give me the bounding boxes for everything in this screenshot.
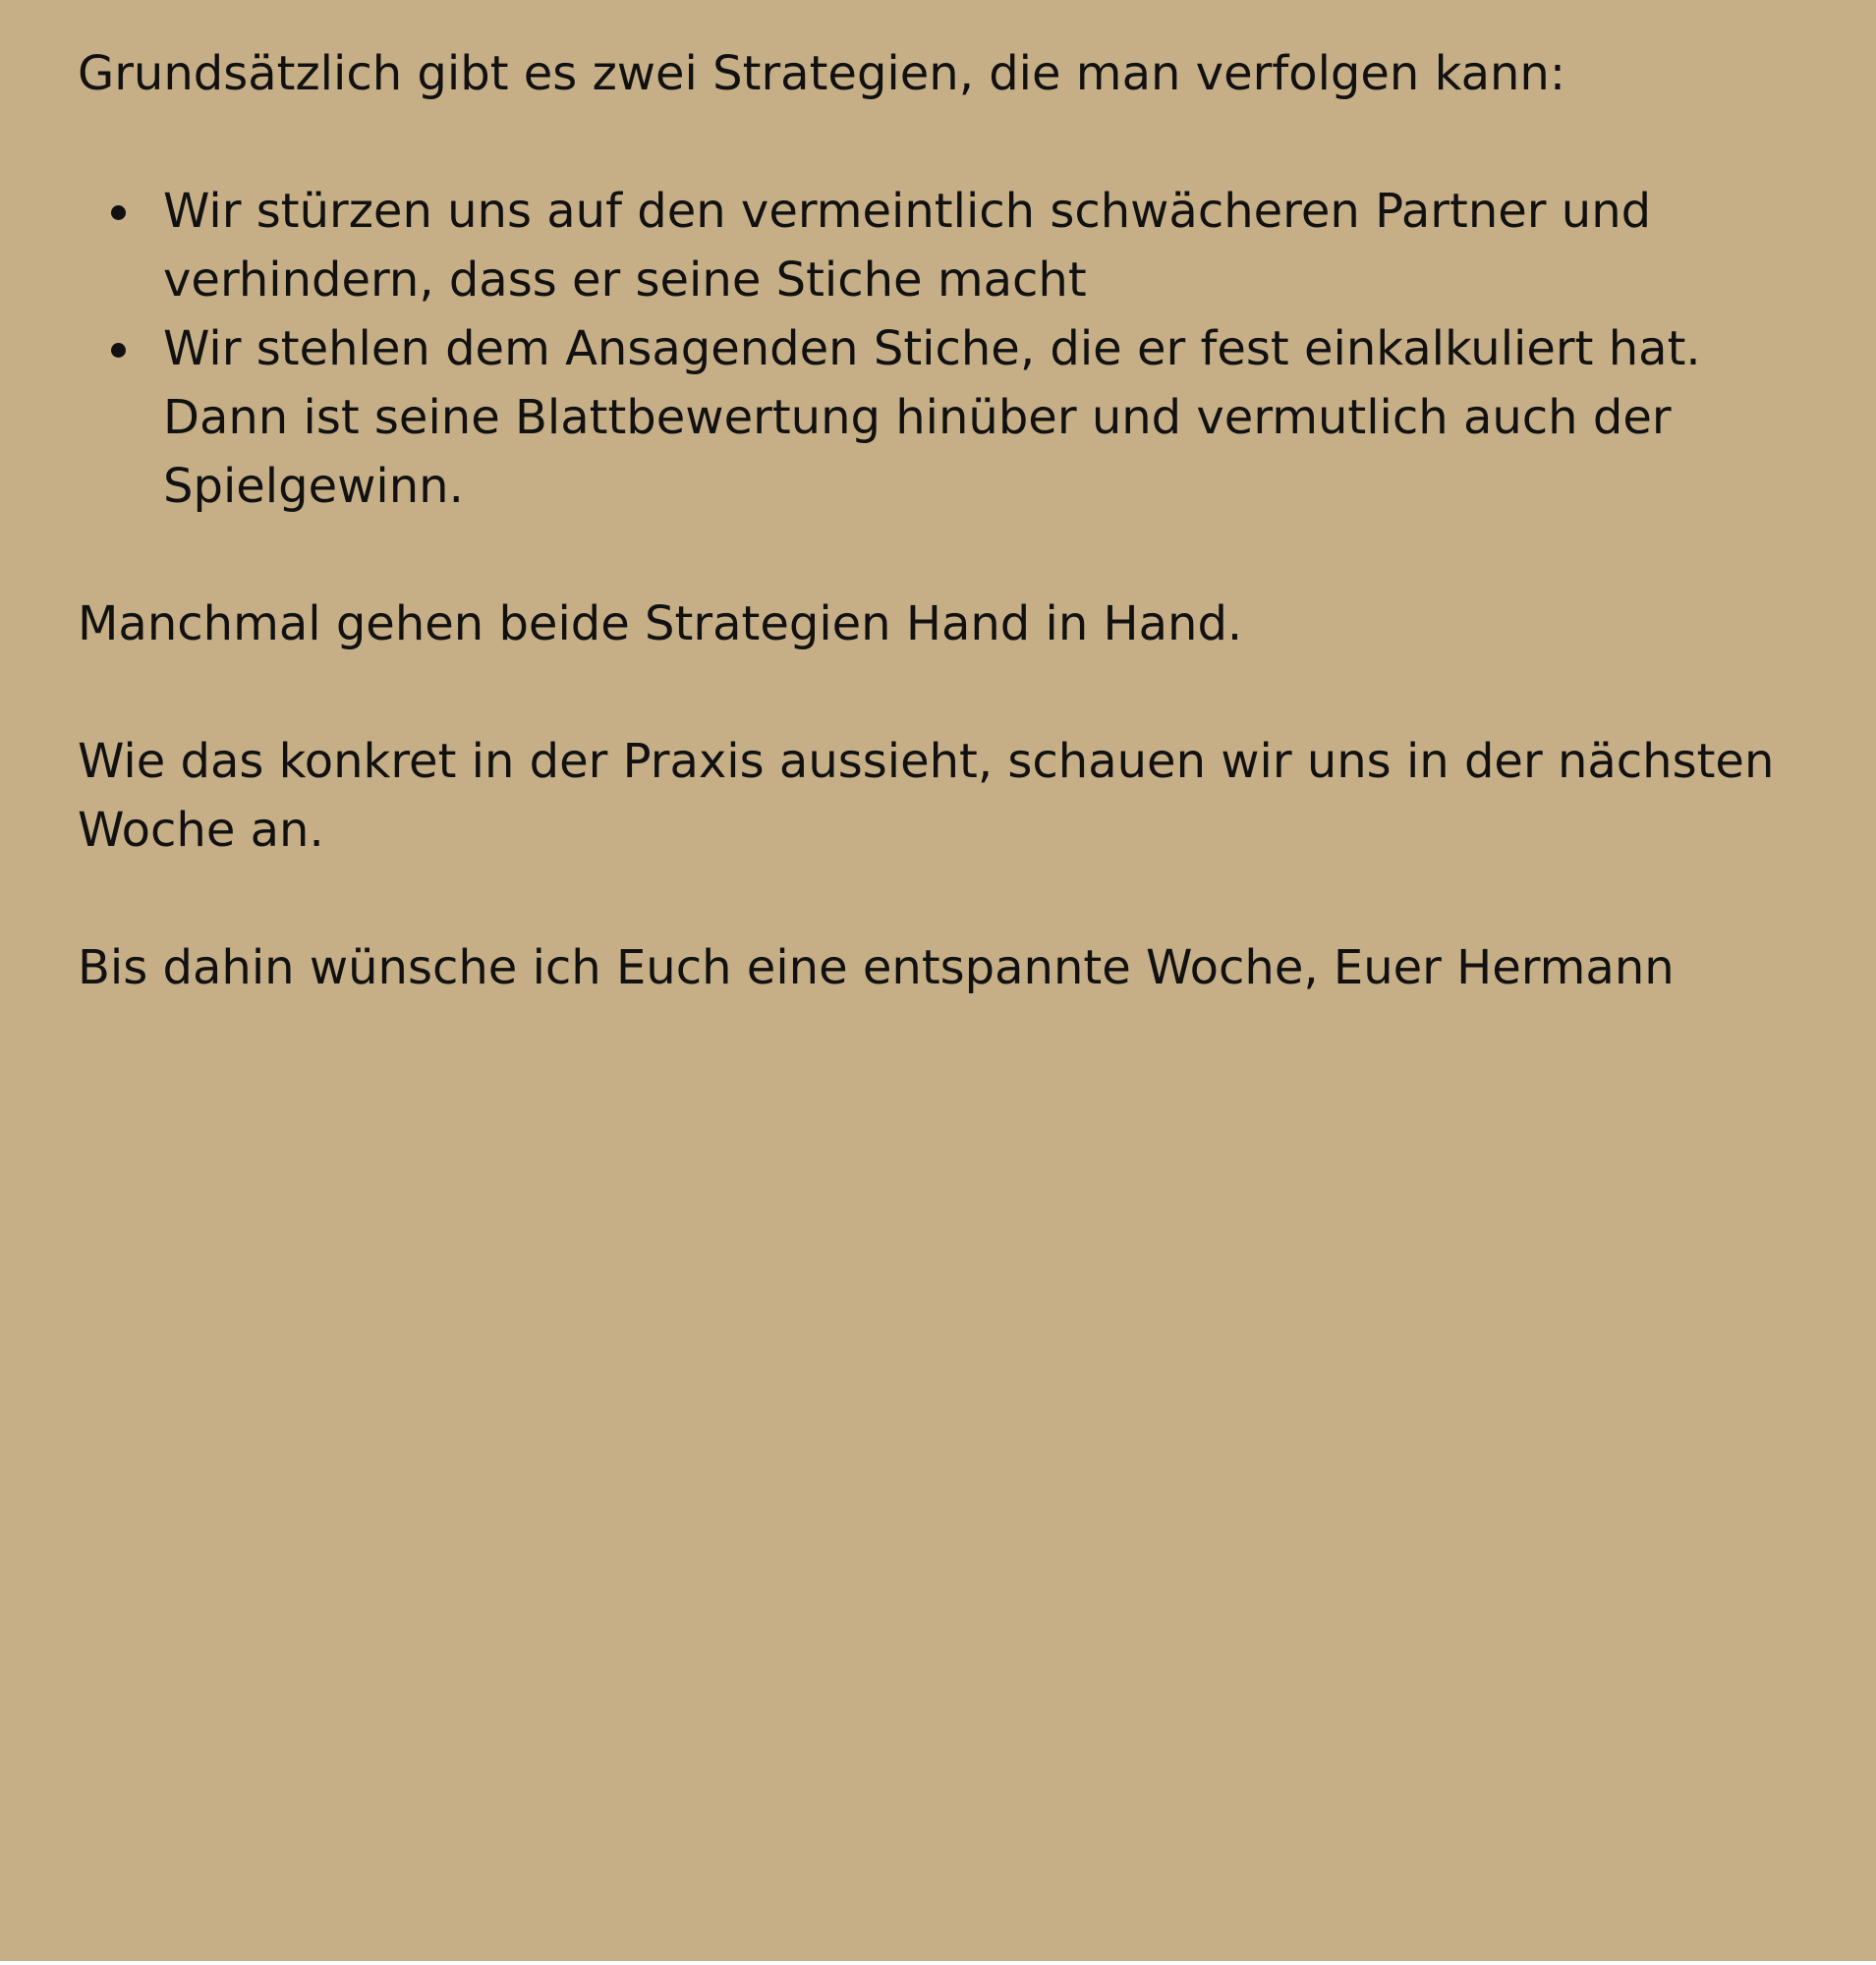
- combined-strategies-paragraph: Manchmal gehen beide Strategien Hand in Hand.: [78, 596, 1243, 651]
- bullet-icon: [111, 343, 126, 358]
- strategy-list: [78, 177, 1788, 521]
- next-week-paragraph: Wie das konkret in der Praxis aussieht, schauen wir uns in der nächsten Woche an.: [78, 734, 1775, 858]
- spacer: [78, 865, 1788, 933]
- bottom-strip: [0, 1961, 1876, 1965]
- bullet-icon: [111, 205, 126, 220]
- list-item: [163, 177, 1788, 314]
- spacer: [78, 521, 1788, 590]
- spacer: [78, 108, 1788, 177]
- list-item-text: Wir stürzen uns auf den vermeintlich schwächeren Partner und verhindern, dass er seine Stiche macht: [163, 184, 1652, 308]
- intro-paragraph: Grundsätzlich gibt es zwei Strategien, die man verfolgen kann:: [78, 46, 1565, 101]
- closing-paragraph: Bis dahin wünsche ich Euch eine entspannte Woche, Euer Hermann: [78, 940, 1675, 995]
- list-item-text: Wir stehlen dem Ansagenden Stiche, die er fest einkalkuliert hat. Dann ist seine Blattbewertung hinüber und vermutlich auch der Spielgewinn.: [163, 321, 1701, 514]
- spacer: [78, 658, 1788, 727]
- list-item: [163, 314, 1788, 521]
